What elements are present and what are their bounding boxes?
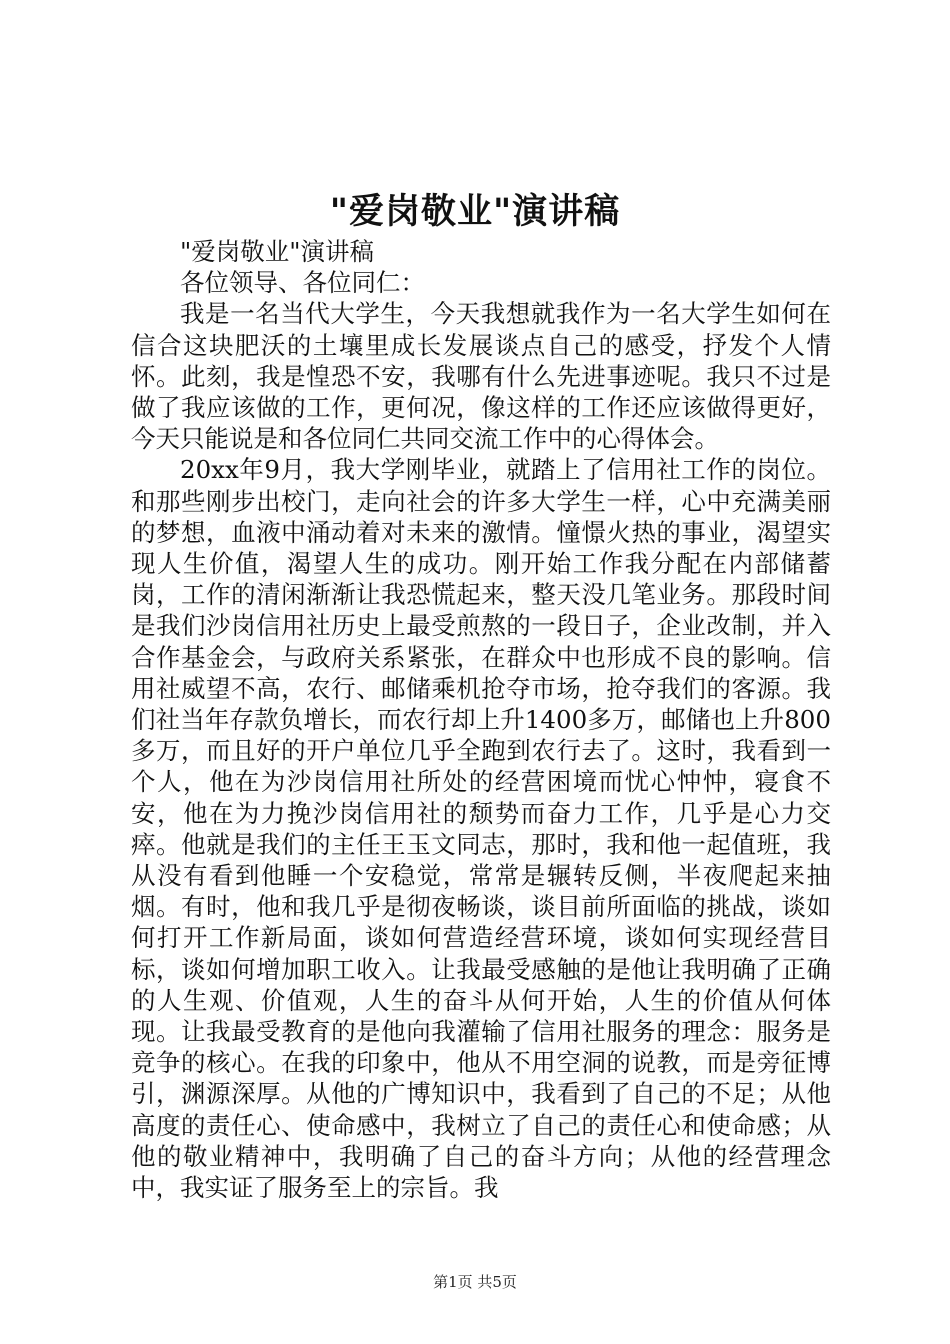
body-paragraph: 20xx年9月，我大学刚毕业，就踏上了信用社工作的岗位。和那些刚步出校门，走向社会的许多大学生一样，心中充满美丽的梦想，血液中涌动着对未来的激情。憧憬火热的事业，渴望实现人生价值，渴望人生的成功。刚开始工作我分配在内部储蓄岗，工作的清闲渐渐让我恐慌起来，整天没几笔业务。那段时间是我们沙岗信用社历史上最受煎熬的一段日子，企业改制，并入合作基金会，与政府关系紧张，在群众中也形成不良的影响。信用社威望不高，农行、邮储乘机抢夺市场，抢夺我们的客源。我们社当年存款负增长，而农行却上升1400多万，邮储也上升800多万，而且好的开户单位几乎全跑到农行去了。这时，我看到一个人，他在为沙岗信用社所处的经营困境而忧心忡忡，寝食不安，他在为力挽沙岗信用社的颓势而奋力工作，几乎是心力交瘁。他就是我们的主任王玉文同志，那时，我和他一起值班，我从没有看到他睡一个安稳觉，常常是辗转反侧，半夜爬起来抽烟。有时，他和我几乎是彻夜畅谈，谈目前所面临的挑战，谈如何打开工作新局面，谈如何营造经营环境，谈如何实现经营目标，谈如何增加职工收入。让我最受感触的是他让我明确了正确的人生观、价值观，人生的奋斗从何开始，人生的价值从何体现。让我最受教育的是他向我灌输了信用社服务的理念：服务是竞争的核心。在我的印象中，他从不用空洞的说教，而是旁征博引，渊源深厚。从他的广博知识中，我看到了自己的不足；从他高度的责任心、使命感中，我树立了自己的责任心和使命感；从他的敬业精神中，我明确了自己的奋斗方向；从他的经营理念中，我实证了服务至上的宗旨。我 (131, 455, 831, 1203)
body-paragraph: 我是一名当代大学生，今天我想就我作为一名大学生如何在信合这块肥沃的土壤里成长发展谈点自己的感受，抒发个人情怀。此刻，我是惶恐不安，我哪有什么先进事迹呢。我只不过是做了我应该做的工作，更何况，像这样的工作还应该做得更好，今天只能说是和各位同仁共同交流工作中的心得体会。 (131, 299, 831, 454)
page-footer: 第1页 共5页 (433, 1273, 517, 1291)
document-body (131, 236, 831, 1203)
salutation-line: 各位领导、各位同仁： (180, 268, 425, 298)
subtitle-line: "爱岗敬业"演讲稿 (180, 237, 375, 266)
document-title: "爱岗敬业"演讲稿 (329, 191, 621, 232)
